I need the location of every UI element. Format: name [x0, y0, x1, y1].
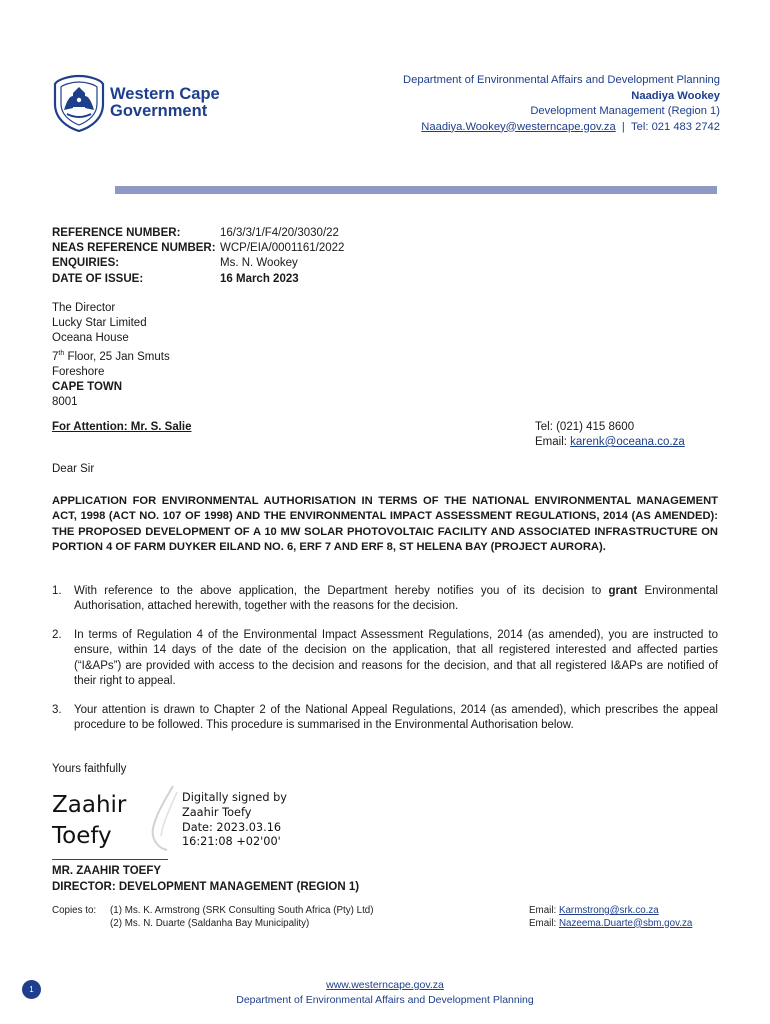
address-city: CAPE TOWN	[52, 380, 123, 393]
numbered-paragraph	[52, 628, 718, 689]
page-footer	[0, 978, 770, 1007]
paragraph-number: 1.	[52, 585, 62, 597]
reference-label: ENQUIRIES:	[52, 257, 120, 270]
address-line	[52, 346, 170, 365]
paragraph-number: 3.	[52, 704, 62, 716]
contact-block	[403, 73, 720, 135]
contact-line	[403, 120, 720, 136]
recipient-email-line	[535, 435, 685, 450]
recipient-email-label: Email:	[535, 436, 571, 448]
address-floor-suffix: th	[58, 350, 65, 357]
signature-date: Date: 2023.03.16	[182, 820, 282, 834]
copy-recipient: (2) Ms. N. Duarte (Saldanha Bay Municipality)	[110, 917, 310, 929]
copies-list	[52, 905, 374, 930]
reference-row	[52, 256, 344, 271]
paragraph-text: In terms of Regulation 4 of the Environmental Impact Assessment Regulations, 2014 (as amended), you are instructed to ensure, within 14 days of the date of the decision on the application, that all registered interested and affected parties (“I&APs”) are provided with access to the decision and reasons for the decision, and that all registered I&APs are notified of their right to appeal.	[74, 629, 718, 687]
unit-name: Development Management (Region 1)	[530, 105, 720, 117]
attention-line: For Attention: Mr. S. Salie	[52, 421, 192, 433]
reference-value: Ms. N. Wookey	[220, 257, 298, 270]
signatory-name: MR. ZAAHIR TOEFY	[52, 865, 162, 877]
signature-first-name: Zaahir	[52, 792, 127, 818]
numbered-paragraph	[52, 584, 718, 615]
department-name: Department of Environmental Affairs and Development Planning	[403, 74, 720, 86]
footer-website-link[interactable]: www.westerncape.gov.za	[326, 979, 444, 991]
address-line: Lucky Star Limited	[52, 317, 147, 329]
contact-name: Naadiya Wookey	[631, 89, 720, 102]
page-number-badge: 1	[22, 980, 41, 999]
subject-heading: APPLICATION FOR ENVIRONMENTAL AUTHORISATION IN TERMS OF THE NATIONAL ENVIRONMENTAL MANAGEMENT ACT, 1998 (ACT NO. 107 OF 1998) AND THE ENVIRONMENTAL IMPACT ASSESSMENT REGULATIONS, 2014 (AS AMENDED): THE PROPOSED DEVELOPMENT OF A 10 MW SOLAR PHOTOVOLTAIC FACILITY AND ASSOCIATED INFRASTRUCTURE ON PORTION 4 OF FARM DUYKER EILAND NO. 6, ERF 7 AND ERF 8, ST HELENA BAY (PROJECT AURORA).	[52, 495, 718, 553]
recipient-email-link[interactable]: karenk@oceana.co.za	[570, 436, 685, 448]
header-divider	[115, 186, 717, 194]
recipient-contact	[535, 420, 685, 450]
reference-block	[52, 226, 344, 287]
paragraph-text: Your attention is drawn to Chapter 2 of the National Appeal Regulations, 2014 (as amended), which prescribes the appeal procedure to be followed. This procedure is summarised in the Environmental Authorisation below.	[74, 704, 718, 732]
paragraph-text: Environmental Authorisation, attached herewith, together with the reasons for the decision.	[74, 585, 718, 613]
paragraph-text: With reference to the above application, the Department hereby notifies you of its decision to	[74, 585, 609, 597]
copies-emails	[529, 905, 692, 930]
address-line: The Director	[52, 302, 116, 314]
digital-signature-name	[52, 790, 126, 852]
reference-row	[52, 241, 344, 256]
signature-detail: Zaahir Toefy	[182, 805, 252, 819]
copy-email-label: Email:	[529, 905, 559, 916]
reference-row	[52, 226, 344, 241]
signature-watermark-icon	[143, 782, 185, 854]
brand-line-2: Government	[110, 102, 208, 120]
signature-line	[52, 859, 168, 860]
signatory-title: DIRECTOR: DEVELOPMENT MANAGEMENT (REGION 1)	[52, 880, 360, 893]
copy-recipient: (1) Ms. K. Armstrong (SRK Consulting South Africa (Pty) Ltd)	[110, 905, 374, 916]
paragraph-number: 2.	[52, 629, 62, 641]
reference-value: 16 March 2023	[220, 272, 299, 285]
address-postcode: 8001	[52, 395, 78, 408]
digital-signature-details	[182, 791, 287, 850]
signatory-block	[52, 864, 359, 895]
copy-email-line	[529, 905, 692, 918]
reference-row	[52, 272, 344, 287]
recipient-address	[52, 301, 170, 410]
contact-tel: Tel: 021 483 2742	[631, 120, 720, 133]
copy-email-label: Email:	[529, 917, 559, 929]
recipient-tel: Tel: (021) 415 8600	[535, 421, 635, 433]
contact-separator: |	[621, 120, 625, 133]
signature-time: 16:21:08 +02'00'	[182, 835, 281, 849]
closing: Yours faithfully	[52, 763, 127, 775]
address-floor-number: 7	[52, 350, 59, 363]
copy-email-link[interactable]: Karmstrong@srk.co.za	[558, 905, 659, 916]
footer-department: Department of Environmental Affairs and Development Planning	[236, 993, 534, 1006]
address-line: Foreshore	[52, 365, 105, 378]
copies-label: Copies to:	[52, 905, 97, 916]
reference-label: NEAS REFERENCE NUMBER:	[52, 242, 216, 255]
copy-email-link[interactable]: Nazeema.Duarte@sbm.gov.za	[558, 917, 693, 929]
reference-label: REFERENCE NUMBER:	[52, 227, 181, 239]
brand-line-1: Western Cape	[110, 85, 220, 103]
contact-email-link[interactable]: Naadiya.Wookey@westerncape.gov.za	[421, 120, 616, 133]
brand-name	[110, 86, 220, 120]
signature-detail: Digitally signed by	[182, 791, 287, 804]
reference-value: 16/3/3/1/F4/20/3030/22	[220, 227, 339, 239]
numbered-paragraph	[52, 703, 718, 734]
paragraph-emphasis: grant	[608, 585, 638, 597]
reference-label: DATE OF ISSUE:	[52, 272, 144, 285]
address-line: Oceana House	[52, 332, 129, 344]
salutation: Dear Sir	[52, 463, 95, 475]
address-floor-rest: Floor, 25 Jan Smuts	[64, 350, 170, 363]
copy-email-line	[529, 918, 692, 931]
signature-last-name: Toefy	[52, 823, 112, 849]
western-cape-coat-of-arms-logo	[50, 74, 108, 132]
reference-value: WCP/EIA/0001161/2022	[220, 242, 345, 255]
